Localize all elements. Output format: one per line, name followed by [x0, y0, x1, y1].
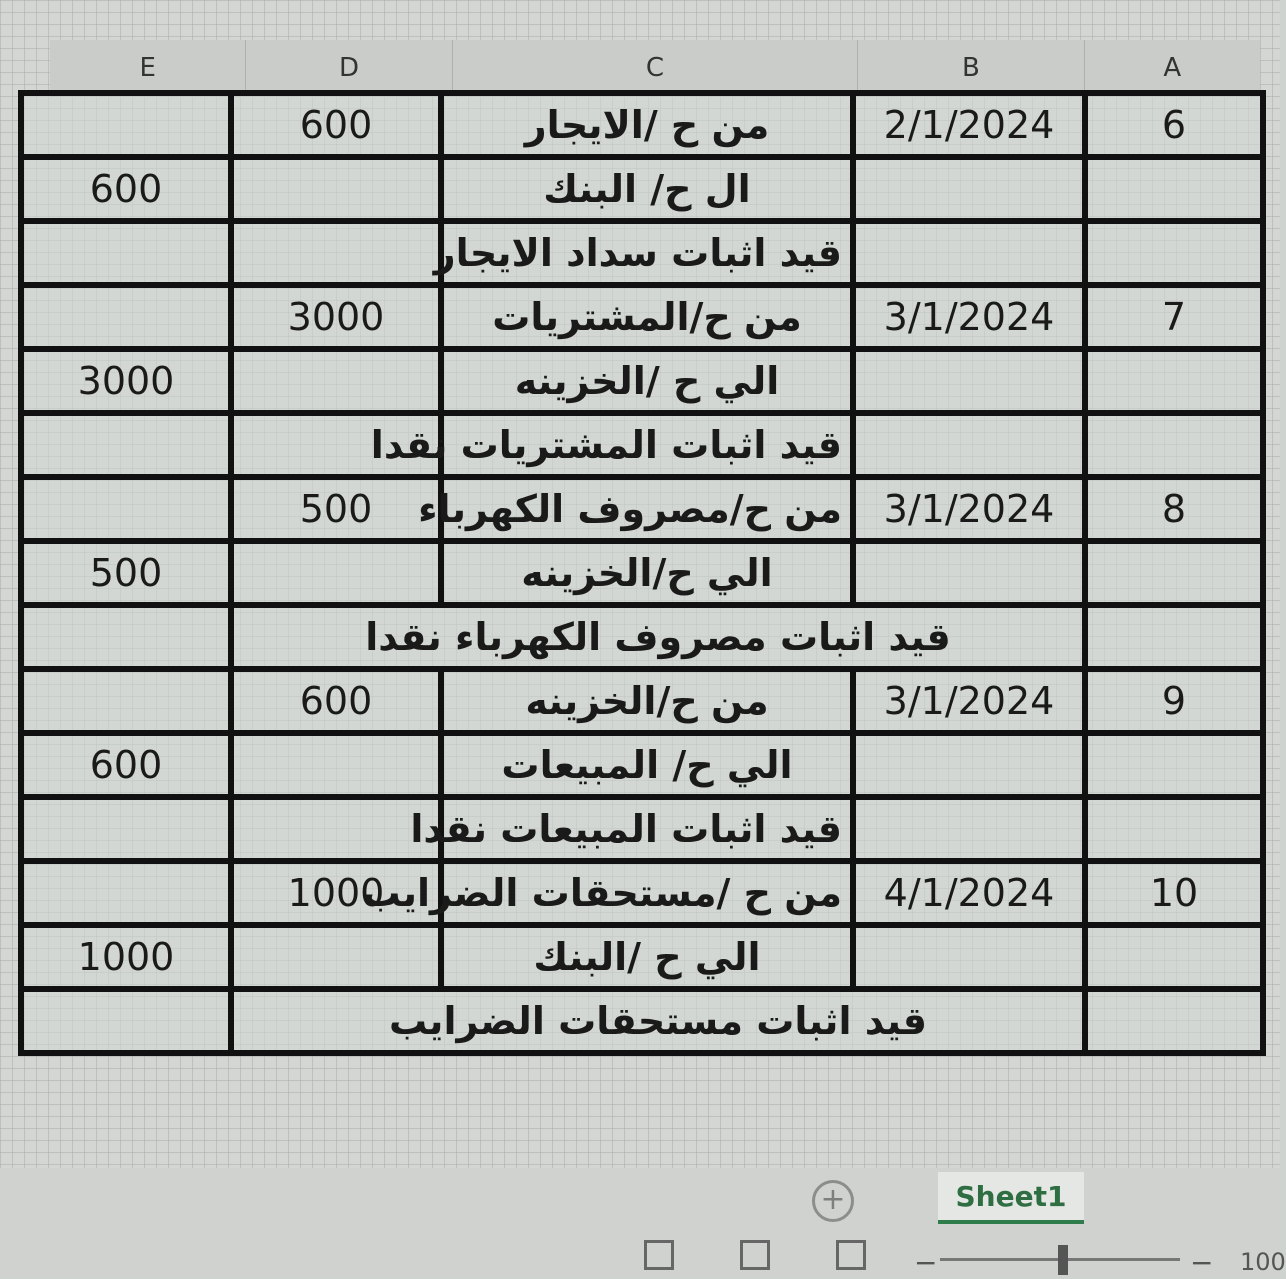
- cell-c[interactable]: قيد اثبات المشتريات نقدا: [441, 413, 853, 477]
- cell-c[interactable]: من ح /مستحقات الضرايب: [441, 861, 853, 925]
- cell-b[interactable]: [853, 349, 1085, 413]
- cell-e[interactable]: 600: [21, 157, 231, 221]
- cell-c[interactable]: ال ح/ البنك: [441, 157, 853, 221]
- table-row: [21, 925, 1263, 989]
- table-row: [21, 861, 1263, 925]
- cell-e[interactable]: [21, 605, 231, 669]
- cell-a[interactable]: [1085, 605, 1263, 669]
- table-row: [21, 93, 1263, 157]
- cell-d[interactable]: [231, 733, 441, 797]
- cell-d[interactable]: [231, 157, 441, 221]
- zoom-level: 100: [1240, 1248, 1286, 1276]
- cell-e[interactable]: [21, 285, 231, 349]
- sheet-tab[interactable]: Sheet1: [938, 1172, 1084, 1224]
- table-row: [21, 285, 1263, 349]
- cell-b[interactable]: [853, 221, 1085, 285]
- table-row: [21, 349, 1263, 413]
- cell-e[interactable]: 500: [21, 541, 231, 605]
- cell-e[interactable]: [21, 221, 231, 285]
- cell-d[interactable]: [231, 541, 441, 605]
- cell-a[interactable]: [1085, 733, 1263, 797]
- cell-a[interactable]: [1085, 413, 1263, 477]
- cell-c[interactable]: من ح/المشتريات: [441, 285, 853, 349]
- cell-c[interactable]: الي ح /الخزينه: [441, 349, 853, 413]
- cell-b[interactable]: 4/1/2024: [853, 861, 1085, 925]
- cell-a[interactable]: [1085, 157, 1263, 221]
- table-row: [21, 989, 1263, 1053]
- cell-d[interactable]: [231, 925, 441, 989]
- cell-a[interactable]: 9: [1085, 669, 1263, 733]
- cell-c[interactable]: الي ح /البنك: [441, 925, 853, 989]
- table-row: [21, 541, 1263, 605]
- column-header-b[interactable]: B: [858, 40, 1084, 96]
- sheet-tab-bar: [0, 1168, 1280, 1278]
- merged-description-cell[interactable]: قيد اثبات مستحقات الضرايب: [231, 989, 1085, 1053]
- cell-b[interactable]: 2/1/2024: [853, 93, 1085, 157]
- cell-e[interactable]: [21, 989, 231, 1053]
- table-row: [21, 413, 1263, 477]
- cell-a[interactable]: 8: [1085, 477, 1263, 541]
- table-row: [21, 221, 1263, 285]
- cell-a[interactable]: 6: [1085, 93, 1263, 157]
- column-header-e[interactable]: E: [50, 40, 246, 96]
- cell-a[interactable]: [1085, 221, 1263, 285]
- merged-description-cell[interactable]: قيد اثبات مصروف الكهرباء نقدا: [231, 605, 1085, 669]
- cell-e[interactable]: [21, 477, 231, 541]
- table-row: [21, 669, 1263, 733]
- cell-c[interactable]: من ح/الخزينه: [441, 669, 853, 733]
- cell-e[interactable]: 1000: [21, 925, 231, 989]
- cell-a[interactable]: 7: [1085, 285, 1263, 349]
- cell-e[interactable]: [21, 797, 231, 861]
- journal-entries-table: [18, 90, 1266, 1056]
- add-sheet-button[interactable]: +: [812, 1180, 854, 1222]
- cell-c[interactable]: قيد اثبات سداد الايجار: [441, 221, 853, 285]
- cell-d[interactable]: [231, 349, 441, 413]
- cell-d[interactable]: 3000: [231, 285, 441, 349]
- cell-b[interactable]: 3/1/2024: [853, 477, 1085, 541]
- cell-e[interactable]: [21, 413, 231, 477]
- cell-d[interactable]: 500: [231, 477, 441, 541]
- column-header-a[interactable]: A: [1163, 53, 1182, 83]
- column-header-c[interactable]: C: [453, 40, 859, 96]
- zoom-in-button[interactable]: −: [1190, 1246, 1214, 1279]
- cell-e[interactable]: 3000: [21, 349, 231, 413]
- zoom-slider-thumb[interactable]: [1058, 1245, 1068, 1275]
- table-row: [21, 477, 1263, 541]
- table-row: [21, 605, 1263, 669]
- cell-c[interactable]: من ح /الايجار: [441, 93, 853, 157]
- cell-a[interactable]: 10: [1085, 861, 1263, 925]
- cell-b[interactable]: [853, 925, 1085, 989]
- cell-e[interactable]: 600: [21, 733, 231, 797]
- column-headers: [50, 40, 1260, 97]
- cell-b[interactable]: 3/1/2024: [853, 669, 1085, 733]
- cell-e[interactable]: [21, 93, 231, 157]
- cell-b[interactable]: 3/1/2024: [853, 285, 1085, 349]
- page-layout-icon[interactable]: [740, 1240, 770, 1270]
- cell-d[interactable]: [231, 221, 441, 285]
- cell-b[interactable]: [853, 157, 1085, 221]
- cell-b[interactable]: [853, 797, 1085, 861]
- cell-d[interactable]: 1000: [231, 861, 441, 925]
- cell-a[interactable]: [1085, 349, 1263, 413]
- table-row: [21, 157, 1263, 221]
- cell-c[interactable]: من ح/مصروف الكهرباء: [441, 477, 853, 541]
- cell-d[interactable]: 600: [231, 93, 441, 157]
- cell-b[interactable]: [853, 541, 1085, 605]
- cell-a[interactable]: [1085, 797, 1263, 861]
- cell-b[interactable]: [853, 733, 1085, 797]
- cell-b[interactable]: [853, 413, 1085, 477]
- cell-e[interactable]: [21, 861, 231, 925]
- column-header-d[interactable]: D: [246, 40, 452, 96]
- normal-view-icon[interactable]: [644, 1240, 674, 1270]
- zoom-out-button[interactable]: −: [914, 1246, 938, 1279]
- table-row: [21, 797, 1263, 861]
- cell-c[interactable]: الي ح/الخزينه: [441, 541, 853, 605]
- cell-e[interactable]: [21, 669, 231, 733]
- table-row: [21, 733, 1263, 797]
- cell-d[interactable]: 600: [231, 669, 441, 733]
- page-break-preview-icon[interactable]: [836, 1240, 866, 1270]
- cell-c[interactable]: قيد اثبات المبيعات نقدا: [441, 797, 853, 861]
- cell-a[interactable]: [1085, 989, 1263, 1053]
- cell-c[interactable]: الي ح/ المبيعات: [441, 733, 853, 797]
- cell-a[interactable]: [1085, 925, 1263, 989]
- cell-a[interactable]: [1085, 541, 1263, 605]
